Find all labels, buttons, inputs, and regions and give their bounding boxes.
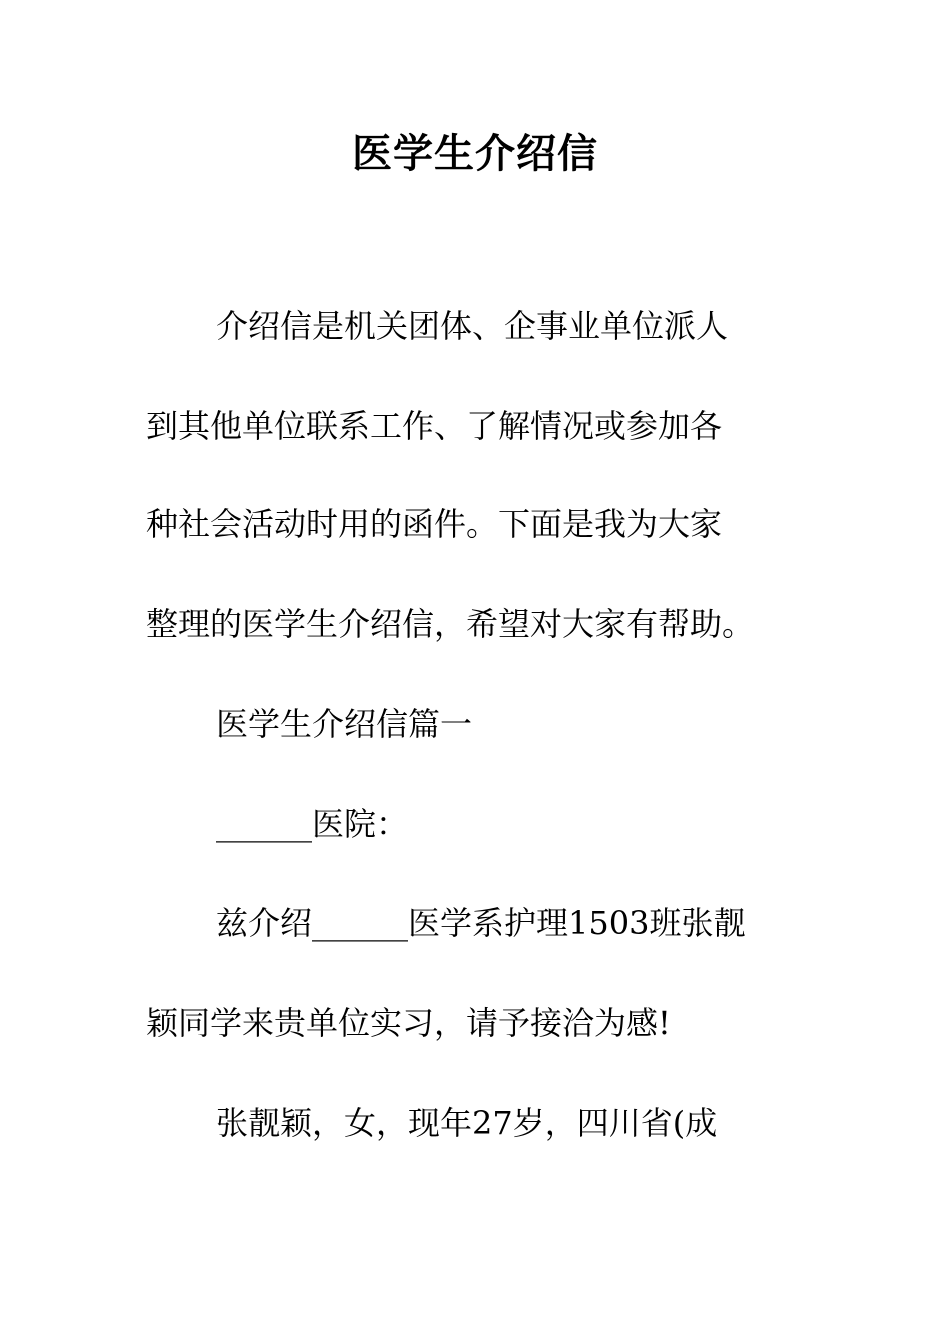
salutation-line: ______医院： bbox=[216, 805, 409, 843]
paragraph-line: 种社会活动时用的函件。下面是我为大家 bbox=[146, 505, 723, 543]
paragraph-line: 整理的医学生介绍信，希望对大家有帮助。 bbox=[146, 605, 755, 643]
paragraph-line: 兹介绍______医学系护理1503班张靓 bbox=[216, 904, 746, 942]
paragraph-line: 到其他单位联系工作、了解情况或参加各 bbox=[146, 407, 723, 445]
paragraph-line: 颖同学来贵单位实习，请予接洽为感! bbox=[146, 1004, 671, 1042]
page-title: 医学生介绍信 bbox=[352, 130, 598, 177]
section-heading: 医学生介绍信篇一 bbox=[216, 705, 473, 743]
paragraph-line: 介绍信是机关团体、企事业单位派人 bbox=[216, 307, 729, 345]
paragraph-line: 张靓颖，女，现年27岁，四川省(成 bbox=[216, 1104, 718, 1142]
